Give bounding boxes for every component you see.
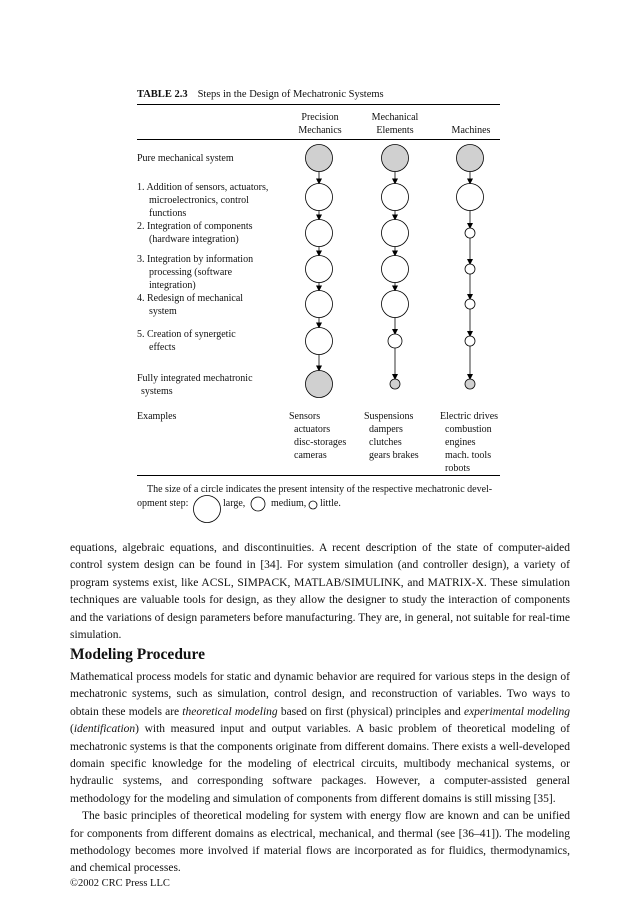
row-label-step-5: 5. Creation of synergetic effects: [137, 329, 236, 353]
legend-medium-label: medium,: [271, 498, 307, 509]
col-header-machines: Machines: [451, 125, 491, 136]
row-label-step-3: 3. Integration by information processing (software integration): [137, 254, 254, 291]
table-footnote-line2: opment step:: [137, 498, 189, 509]
legend-large-circle: [194, 496, 221, 523]
legend-little-label: little.: [320, 498, 341, 509]
examples-machines: Electric drives combustion engines mach. tools robots: [440, 411, 499, 474]
copyright-footer: ©2002 CRC Press LLC: [70, 878, 170, 889]
legend-large-label: large,: [223, 498, 246, 509]
row-label-pure-mechanical: Pure mechanical system: [137, 153, 234, 164]
table-caption: Steps in the Design of Mechatronic Systems: [197, 89, 384, 100]
col-header-mechanical-elements: Mechanical Elements: [371, 112, 419, 136]
paragraph-2-text: Mathematical process models for static and dynamic behavior are required for various steps in the design of mechatronic systems, such as simulation, control design, and reconstruction of variables. Two ways to obtain these models are theoretical modeling based on first (physical) principles and experimental modeling (identification) with measured input and output variables. A basic problem of theoretical modeling of mechatronic systems is that the components originate from different domains. There exists a well-developed domain specific knowledge for the modeling of electrical circuits, multibody mechanical systems, or hydraulic systems, and corresponding software packages. However, a computer-assisted general methodology for the modeling and simulation of components from different domains is still missing [35].: [70, 671, 570, 805]
table-footnote: The size of a circle indicates the present intensity of the respective mechatronic devel-: [147, 484, 493, 495]
row-label-step-4: 4. Redesign of mechanical system: [137, 293, 244, 317]
row-label-step-1: 1. Addition of sensors, actuators, microelectronics, control functions: [137, 182, 269, 219]
paragraph-modeling: [70, 669, 570, 878]
paragraph-1-text: equations, algebraic equations, and discontinuities. A recent description of the state of computer-aided control system design can be found in [34]. For system simulation (and controller design), a variety of program systems exist, like ACSL, SIMPACK, MATLAB/SIMULINK, and MATRIX-X. These simulation techniques are valuable tools for design, as they allow the designer to study the interaction of components and the variations of design parameters before manufacturing. They are, in general, not suitable for real-time simulation.: [70, 542, 570, 642]
paragraph-simulation: [70, 540, 570, 644]
section-heading: Modeling Procedure: [70, 646, 206, 663]
table-label: TABLE 2.3: [137, 89, 188, 100]
examples-label: Examples: [137, 411, 177, 422]
col-header-precision-mechanics: Precision Mechanics: [298, 112, 342, 136]
row-label-step-2: 2. Integration of components (hardware integration): [137, 221, 253, 245]
legend-medium-circle: [251, 497, 265, 511]
paragraph-3-text: The basic principles of theoretical modeling for system with energy flow are known and can be unified for components from different domains as electrical, mechanical, and thermal (see [36–41]). The modeling methodology becomes more involved if material flows are incorporated as for fluidics, thermodynamics, and chemical processes.: [70, 810, 570, 875]
examples-precision-mechanics: Sensors actuators disc-storages cameras: [289, 411, 347, 461]
row-label-fully-integrated: Fully integrated mechatronic systems: [137, 373, 253, 397]
legend-little-circle: [309, 501, 317, 509]
examples-mechanical-elements: Suspensions dampers clutches gears brakes: [364, 411, 419, 461]
